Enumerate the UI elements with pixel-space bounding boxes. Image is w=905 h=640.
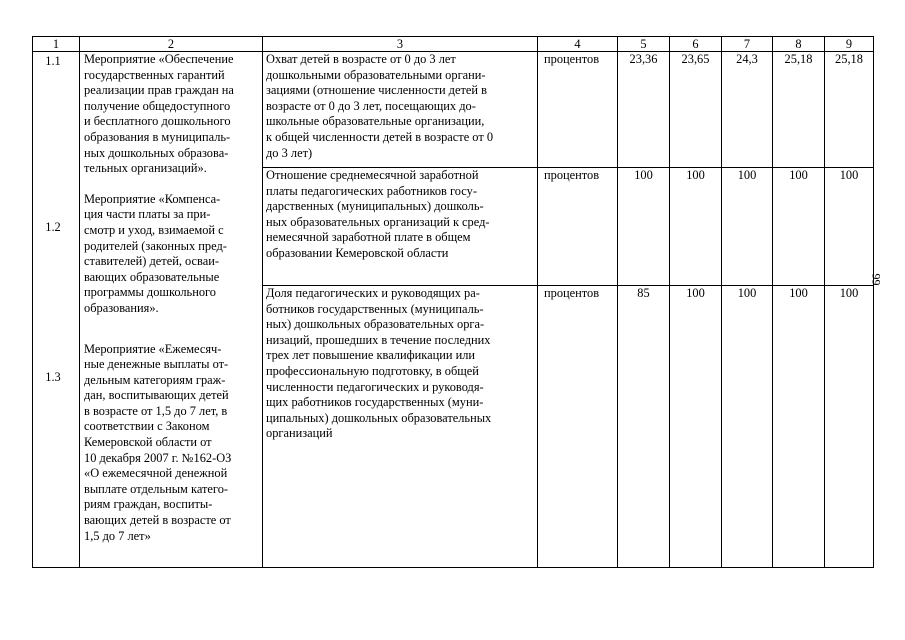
indicator-line: дошкольными образовательными органи- <box>266 67 486 82</box>
measure-line: риям граждан, воспиты- <box>84 497 213 512</box>
indicator-line: школьные образовательные организации, <box>266 114 485 129</box>
measure-line: Мероприятие «Обеспечение <box>84 52 234 66</box>
indicator-cell <box>263 52 538 168</box>
header-cell: 2 <box>80 37 263 52</box>
measure-line: Мероприятие «Ежемесяч- <box>84 341 222 356</box>
unit-cell: процентов <box>538 52 618 168</box>
measure-line: дан, воспитывающих детей <box>84 388 229 403</box>
header-row <box>33 37 874 52</box>
measure-line: и бесплатного дошкольного <box>84 114 231 129</box>
measure-number: 1.3 <box>45 370 61 384</box>
measure-line: программы дошкольного <box>84 285 216 300</box>
measure-line: смотр и уход, взимаемой с <box>84 222 224 237</box>
measure-line: тельных организаций». <box>84 161 207 176</box>
value-cell: 100 <box>825 286 874 568</box>
value-cell: 85 <box>618 286 670 568</box>
measure-text <box>84 52 259 177</box>
measure-line: реализации прав граждан на <box>84 83 234 98</box>
measure-line: дельным категориям граж- <box>84 372 226 387</box>
measure-line: 10 декабря 2007 г. №162-ОЗ <box>84 450 232 465</box>
indicator-line: ботников государственных (муниципаль- <box>266 301 484 316</box>
indicator-line: ных образовательных организаций к сред- <box>266 214 490 229</box>
indicator-line: профессиональную подготовку, в общей <box>266 363 479 378</box>
value-cell: 100 <box>618 168 670 286</box>
indicator-line: зациями (отношение численности детей в <box>266 83 487 98</box>
indicator-line: к общей численности детей в возрасте от 0 <box>266 129 494 144</box>
indicator-line: немесячной заработной плате в общем <box>266 230 471 245</box>
value-cell: 100 <box>773 286 825 568</box>
header-cell: 8 <box>773 37 825 52</box>
measure-number: 1.2 <box>45 220 61 234</box>
indicator-line: до 3 лет) <box>266 145 313 160</box>
value-cell: 100 <box>670 286 722 568</box>
value-cell: 100 <box>722 168 773 286</box>
header-cell: 5 <box>618 37 670 52</box>
value-cell: 23,65 <box>670 52 722 168</box>
measure-line: образования». <box>84 300 159 315</box>
indicators-table <box>32 36 874 568</box>
indicator-line: трех лет повышение квалификации или <box>266 348 476 363</box>
indicator-line: образовании Кемеровской области <box>266 245 449 260</box>
unit-cell: процентов <box>538 286 618 568</box>
measure-text <box>84 192 259 317</box>
indicator-line: возрасте от 0 до 3 лет, посещающих до- <box>266 98 476 113</box>
indicator-line: Отношение среднемесячной заработной <box>266 168 479 182</box>
measure-line: государственных гарантий <box>84 67 225 82</box>
measure-line: 1,5 до 7 лет» <box>84 528 151 543</box>
value-cell: 100 <box>773 168 825 286</box>
measure-line: Мероприятие «Компенса- <box>84 191 221 206</box>
table-row <box>33 52 874 168</box>
indicator-line: ных) дошкольных образовательных орга- <box>266 317 485 332</box>
indicator-line: численности педагогических и руководя- <box>266 379 484 394</box>
value-cell: 100 <box>825 168 874 286</box>
indicator-line: низаций, прошедших в течение последних <box>266 332 491 347</box>
header-cell: 7 <box>722 37 773 52</box>
indicator-line: Охват детей в возрасте от 0 до 3 лет <box>266 52 456 66</box>
indicator-line: организаций <box>266 426 333 441</box>
value-cell: 25,18 <box>825 52 874 168</box>
measure-line: ных дошкольных образова- <box>84 145 229 160</box>
measure-line: «О ежемесячной денежной <box>84 466 228 481</box>
indicator-line: Доля педагогических и руководящих ра- <box>266 286 480 300</box>
value-cell: 25,18 <box>773 52 825 168</box>
indicator-line: ципальных) дошкольных образовательных <box>266 410 492 425</box>
value-cell: 23,36 <box>618 52 670 168</box>
measure-line: соответствии с Законом <box>84 419 210 434</box>
header-cell: 3 <box>263 37 538 52</box>
measure-line: ставителей) детей, осваи- <box>84 254 219 269</box>
measure-numbers-cell <box>33 52 80 568</box>
value-cell: 24,3 <box>722 52 773 168</box>
header-cell: 6 <box>670 37 722 52</box>
value-cell: 100 <box>722 286 773 568</box>
indicator-line: дарственных (муниципальных) дошколь- <box>266 199 484 214</box>
measure-text <box>84 342 259 545</box>
indicator-cell <box>263 168 538 286</box>
indicator-cell <box>263 286 538 568</box>
measure-line: вающих детей в возрасте от <box>84 513 231 528</box>
measures-cell <box>80 52 263 568</box>
measure-number: 1.1 <box>45 54 61 68</box>
indicator-line: щих работников государственных (муни- <box>266 395 484 410</box>
measure-line: Кемеровской области от <box>84 435 212 450</box>
measure-line: ные денежные выплаты от- <box>84 357 229 372</box>
page-number: 99 <box>869 273 884 286</box>
header-cell: 1 <box>33 37 80 52</box>
indicator-line: платы педагогических работников госу- <box>266 183 477 198</box>
value-cell: 100 <box>670 168 722 286</box>
measure-line: родителей (законных пред- <box>84 238 227 253</box>
measure-line: вающих образовательные <box>84 269 220 284</box>
header-cell: 4 <box>538 37 618 52</box>
measure-line: получение общедоступного <box>84 98 231 113</box>
measure-line: в возрасте от 1,5 до 7 лет, в <box>84 403 228 418</box>
measure-line: ция части платы за при- <box>84 207 211 222</box>
header-cell: 9 <box>825 37 874 52</box>
unit-cell: процентов <box>538 168 618 286</box>
measure-line: образования в муниципаль- <box>84 129 231 144</box>
measure-line: выплате отдельным катего- <box>84 481 229 496</box>
